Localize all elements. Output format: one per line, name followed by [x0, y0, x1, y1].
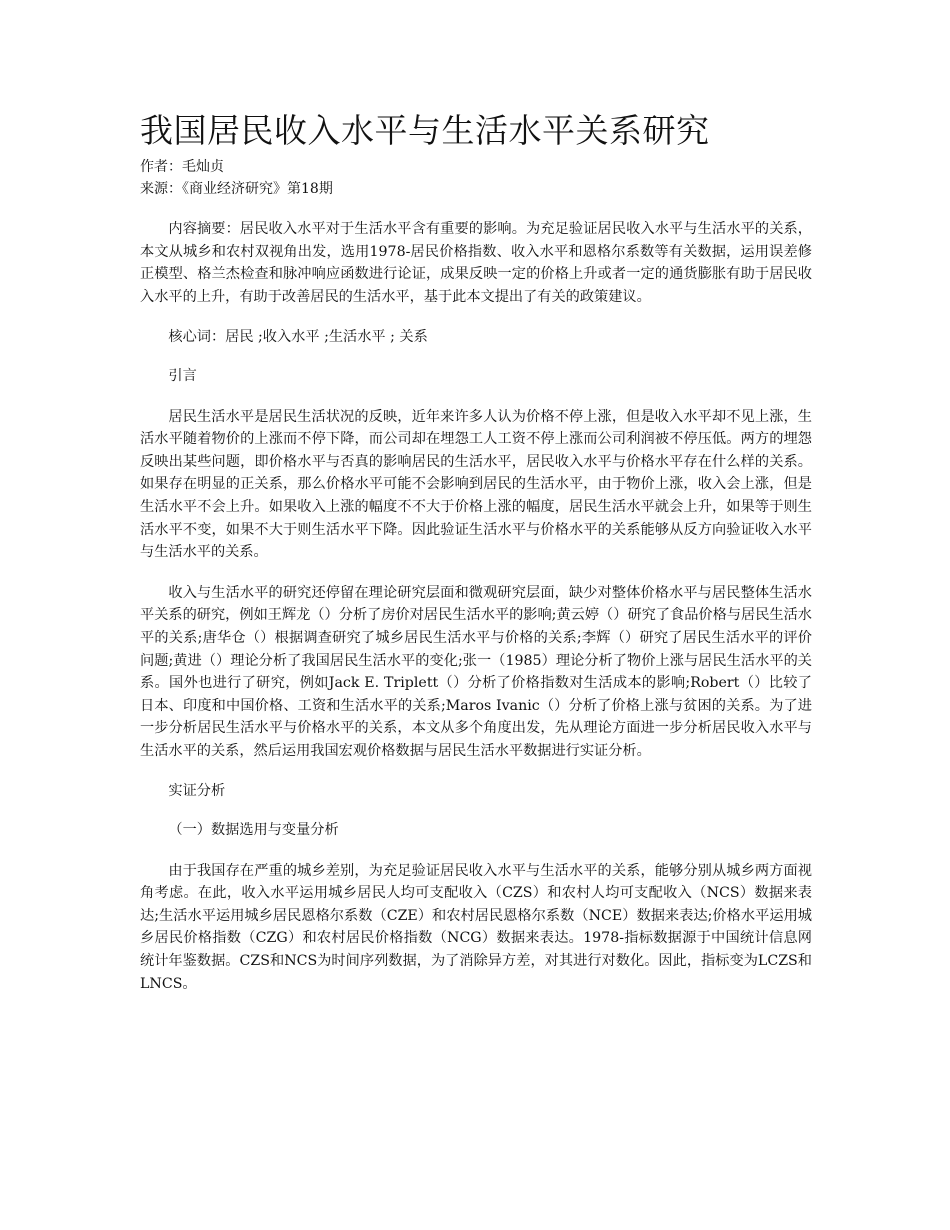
data-subheading: （一）数据选用与变量分析	[168, 822, 339, 839]
intro-paragraph-2: 收入与生活水平的研究还停留在理论研究层面和微观研究层面，缺少对整体价格水平与居民整体生活水平关系的研究，例如王辉龙（）分析了房价对居民生活水平的影响;黄云婷（）研究了食品价格与居民生活水平的关系;唐华仓（）根据调查研究了城乡居民生活水平与价格的关系;李辉（）研究了居民生活水平的评价问题;黄进（）理论分析了我国居民生活水平的变化;张一（1985）理论分析了物价上涨与居民生活水平的关系。国外也进行了研究，例如Jack E. Triplett（）分析了价格指数对生活成本的影响;Robert（）比较了日本、印度和中国价格、工资和生活水平的关系;Maros Ivanic（）分析了价格上涨与贫困的关系。为了进一步分析居民生活水平与价格水平的关系，本文从多个角度出发，先从理论方面进一步分析居民收入水平与生活水平的关系，然后运用我国宏观价格数据与居民生活水平数据进行实证分析。	[140, 584, 812, 759]
intro-heading: 引言	[168, 367, 197, 384]
source-line: 来源：《商业经济研究》第18期	[140, 181, 333, 197]
document-page	[140, 108, 812, 995]
author-line: 作者：毛灿贞	[140, 159, 224, 175]
intro-paragraph-1: 居民生活水平是居民生活状况的反映，近年来许多人认为价格不停上涨，但是收入水平却不见上涨，生活水平随着物价的上涨而不停下降，而公司却在埋怨工人工资不停上涨而公司利润被不停压低。两方的埋怨反映出某些问题，即价格水平与否真的影响居民的生活水平，居民收入水平与价格水平存在什么样的关系。如果存在明显的正关系，那么价格水平可能不会影响到居民的生活水平，由于物价上涨，收入会上涨，但是生活水平不会上升。如果收入上涨的幅度不不大于价格上涨的幅度，居民生活水平就会上升，如果等于则生活水平不变，如果不大于则生活水平下降。因此验证生活水平与价格水平的关系能够从反方向验证收入水平与生活水平的关系。	[140, 408, 812, 561]
data-paragraph-1: 由于我国存在严重的城乡差别，为充足验证居民收入水平与生活水平的关系，能够分别从城乡两方面视角考虑。在此，收入水平运用城乡居民人均可支配收入（CZS）和农村人均可支配收入（NCS）数据来表达;生活水平运用城乡居民恩格尔系数（CZE）和农村居民恩格尔系数（NCE）数据来表达;价格水平运用城乡居民价格指数（CZG）和农村居民价格指数（NCG）数据来表达。1978-指标数据源于中国统计信息网统计年鉴数据。CZS和NCS为时间序列数据，为了消除异方差，对其进行对数化。因此，指标变为LCZS和LNCS。	[140, 862, 812, 992]
analysis-heading: 实证分析	[168, 783, 226, 800]
abstract-paragraph: 内容摘要：居民收入水平对于生活水平含有重要的影响。为充足验证居民收入水平与生活水平的关系，本文从城乡和农村双视角出发，选用1978-居民价格指数、收入水平和恩格尔系数等有关数据，运用误差修正模型、格兰杰检查和脉冲响应函数进行论证，成果反映一定的价格上升或者一定的通货膨胀有助于居民收入水平的上升，有助于改善居民的生活水平，基于此本文提出了有关的政策建议。	[140, 221, 812, 305]
keywords-line: 核心词：居民 ;收入水平 ;生活水平 ; 关系	[168, 329, 428, 346]
document-title: 我国居民收入水平与生活水平关系研究	[140, 111, 710, 150]
